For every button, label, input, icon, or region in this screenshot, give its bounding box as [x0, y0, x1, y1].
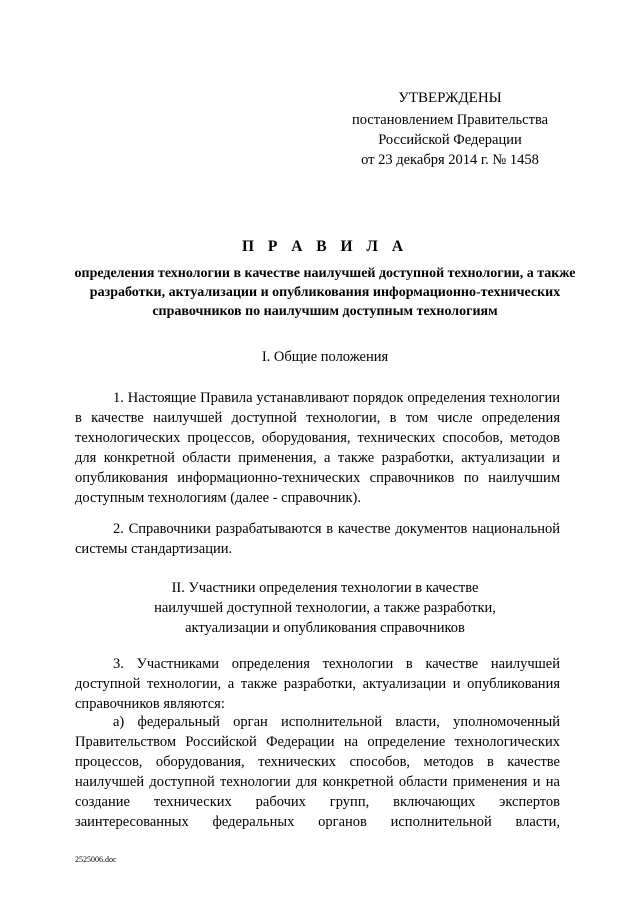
paragraph-3a — [75, 712, 560, 832]
paragraph-3a-text: а) федеральный орган исполнительной власти, уполномоченный Правительством Российской Федерации на определение технологических процессов, оборудования, технических способов, методов в качестве наилучшей доступной технологии для конкретной области применения и на создание технических рабочих групп, включающих экспертов заинтересованных федеральных органов исполнительной власти, — [75, 714, 560, 830]
paragraph-3-text: 3. Участниками определения технологии в качестве наилучшей доступной технологии, а также разработки, актуализации и опубликования справочников являются: — [75, 656, 560, 712]
approval-line-3: от 23 декабря 2014 г. № 1458 — [361, 152, 539, 168]
paragraph-2 — [75, 519, 560, 559]
document-subtitle: определения технологии в качестве наилучшей доступной технологии, а также разработки, актуализации и опубликования информационно-технических справочников по наилучшим доступным технологиям — [74, 266, 576, 319]
section-2-heading-line-1: II. Участники определения технологии в качестве — [171, 580, 479, 596]
footer-filename: 2525006.doc — [75, 855, 117, 864]
approval-line-2: Российской Федерации — [378, 132, 522, 148]
document-title: П Р А В И Л А — [241, 238, 409, 255]
document-title-block — [60, 238, 590, 321]
paragraph-3 — [75, 654, 560, 714]
approval-stamp — [330, 88, 570, 170]
approval-heading: УТВЕРЖДЕНЫ — [398, 90, 502, 106]
paragraph-1-text: 1. Настоящие Правила устанавливают порядок определения технологии в качестве наилучшей доступной технологии, в том числе определения технологических процессов, оборудования, технических способов, методов для конкретной области применения, а также разработки, актуализации и опубликования информационно-технических справочников по наилучшим доступным технологиям (далее - справочник). — [75, 390, 560, 506]
section-2-heading-line-3: актуализации и опубликования справочников — [185, 620, 465, 636]
section-1-heading: I. Общие положения — [261, 349, 389, 365]
approval-line-1: постановлением Правительства — [351, 112, 549, 128]
section-2-heading-line-2: наилучшей доступной технологии, а также разработки, — [154, 600, 496, 616]
section-2-heading — [60, 578, 590, 638]
paragraph-1 — [75, 388, 560, 508]
paragraph-2-text: 2. Справочники разрабатываются в качестве документов национальной системы стандартизации. — [75, 521, 560, 557]
